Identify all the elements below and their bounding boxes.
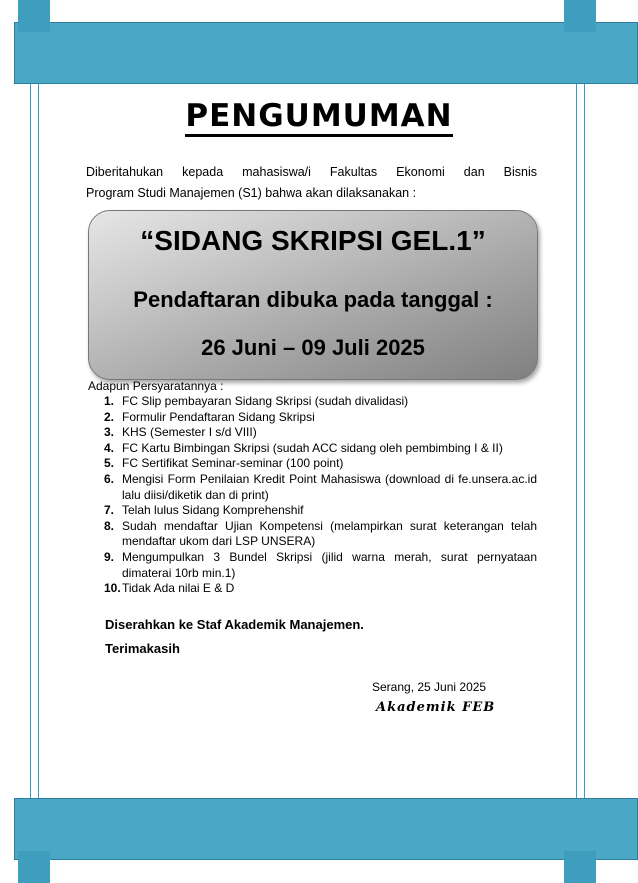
closing-instruction: Diserahkan ke Staf Akademik Manajemen. (105, 617, 364, 632)
list-item-number: 9. (104, 549, 115, 564)
list-item (90, 441, 537, 457)
list-item (90, 456, 537, 472)
list-item-text: Telah lulus Sidang Komprehenshif (122, 503, 304, 518)
intro-line-2: Program Studi Manajemen (S1) bahwa akan dilaksanakan : (86, 186, 417, 200)
list-item (90, 550, 537, 581)
list-item-text: Mengisi Form Penilaian Kredit Point Mahasiswa (download di fe.unsera.ac.id lalu diisi/diketik dan di print) (122, 471, 537, 502)
list-item-number: 2. (104, 409, 115, 424)
list-item-text: FC Slip pembayaran Sidang Skripsi (sudah divalidasi) (122, 394, 409, 408)
list-item (90, 503, 537, 519)
registration-label: Pendaftaran dibuka pada tanggal : (133, 287, 493, 312)
list-item-text: FC Sertifikat Seminar-seminar (100 point) (122, 456, 344, 471)
list-item-number: 6. (104, 471, 115, 486)
list-item-text: Tidak Ada nilai E & D (122, 581, 235, 596)
page-title-text: PENGUMUMAN (185, 98, 452, 137)
list-item-number: 3. (104, 425, 115, 440)
list-item (90, 410, 537, 426)
place-date: Serang, 25 Juni 2025 (372, 680, 487, 694)
corner-square-top-right (564, 0, 596, 32)
list-item-number: 5. (104, 456, 115, 471)
list-item (90, 519, 537, 550)
list-item-text: Formulir Pendaftaran Sidang Skripsi (122, 409, 315, 424)
event-title: “SIDANG SKRIPSI GEL.1” (140, 225, 486, 256)
corner-square-bottom-left (18, 851, 50, 883)
list-item (90, 425, 537, 441)
list-item-number: 4. (104, 440, 115, 455)
list-item-text: Sudah mendaftar Ujian Kompetensi (melampirkan surat keterangan telah mendaftar ukom dari LSP UNSERA) (122, 518, 537, 549)
list-item (90, 394, 537, 410)
list-item-text: FC Kartu Bimbingan Skripsi (sudah ACC sidang oleh pembimbing I & II) (122, 440, 503, 455)
list-item-text: KHS (Semester I s/d VIII) (122, 425, 257, 440)
footer-band (14, 798, 638, 860)
list-item-number: 7. (104, 503, 115, 518)
list-item (90, 581, 537, 597)
list-item-number: 8. (104, 518, 115, 533)
list-item (90, 472, 537, 503)
requirements-label: Adapun Persyaratannya : (88, 379, 224, 393)
registration-dates: 26 Juni – 09 Juli 2025 (201, 335, 425, 360)
list-item-number: 1. (104, 394, 115, 408)
intro-paragraph (86, 162, 537, 204)
page-title (0, 98, 638, 134)
corner-square-bottom-right (564, 851, 596, 883)
closing-thanks: Terimakasih (105, 641, 180, 656)
corner-square-top-left (18, 0, 50, 32)
list-item-number: 10. (104, 581, 121, 596)
requirements-list (90, 394, 537, 597)
list-item-text: Mengumpulkan 3 Bundel Skripsi (jilid warna merah, surat pernyataan dimaterai 10rb min.1) (122, 549, 537, 580)
header-band (14, 22, 638, 84)
intro-line-1: Diberitahukan kepada mahasiswa/i Fakultas Ekonomi dan Bisnis (86, 165, 537, 179)
signature-signer: Akademik FEB (376, 700, 496, 715)
announcement-box (88, 210, 538, 380)
